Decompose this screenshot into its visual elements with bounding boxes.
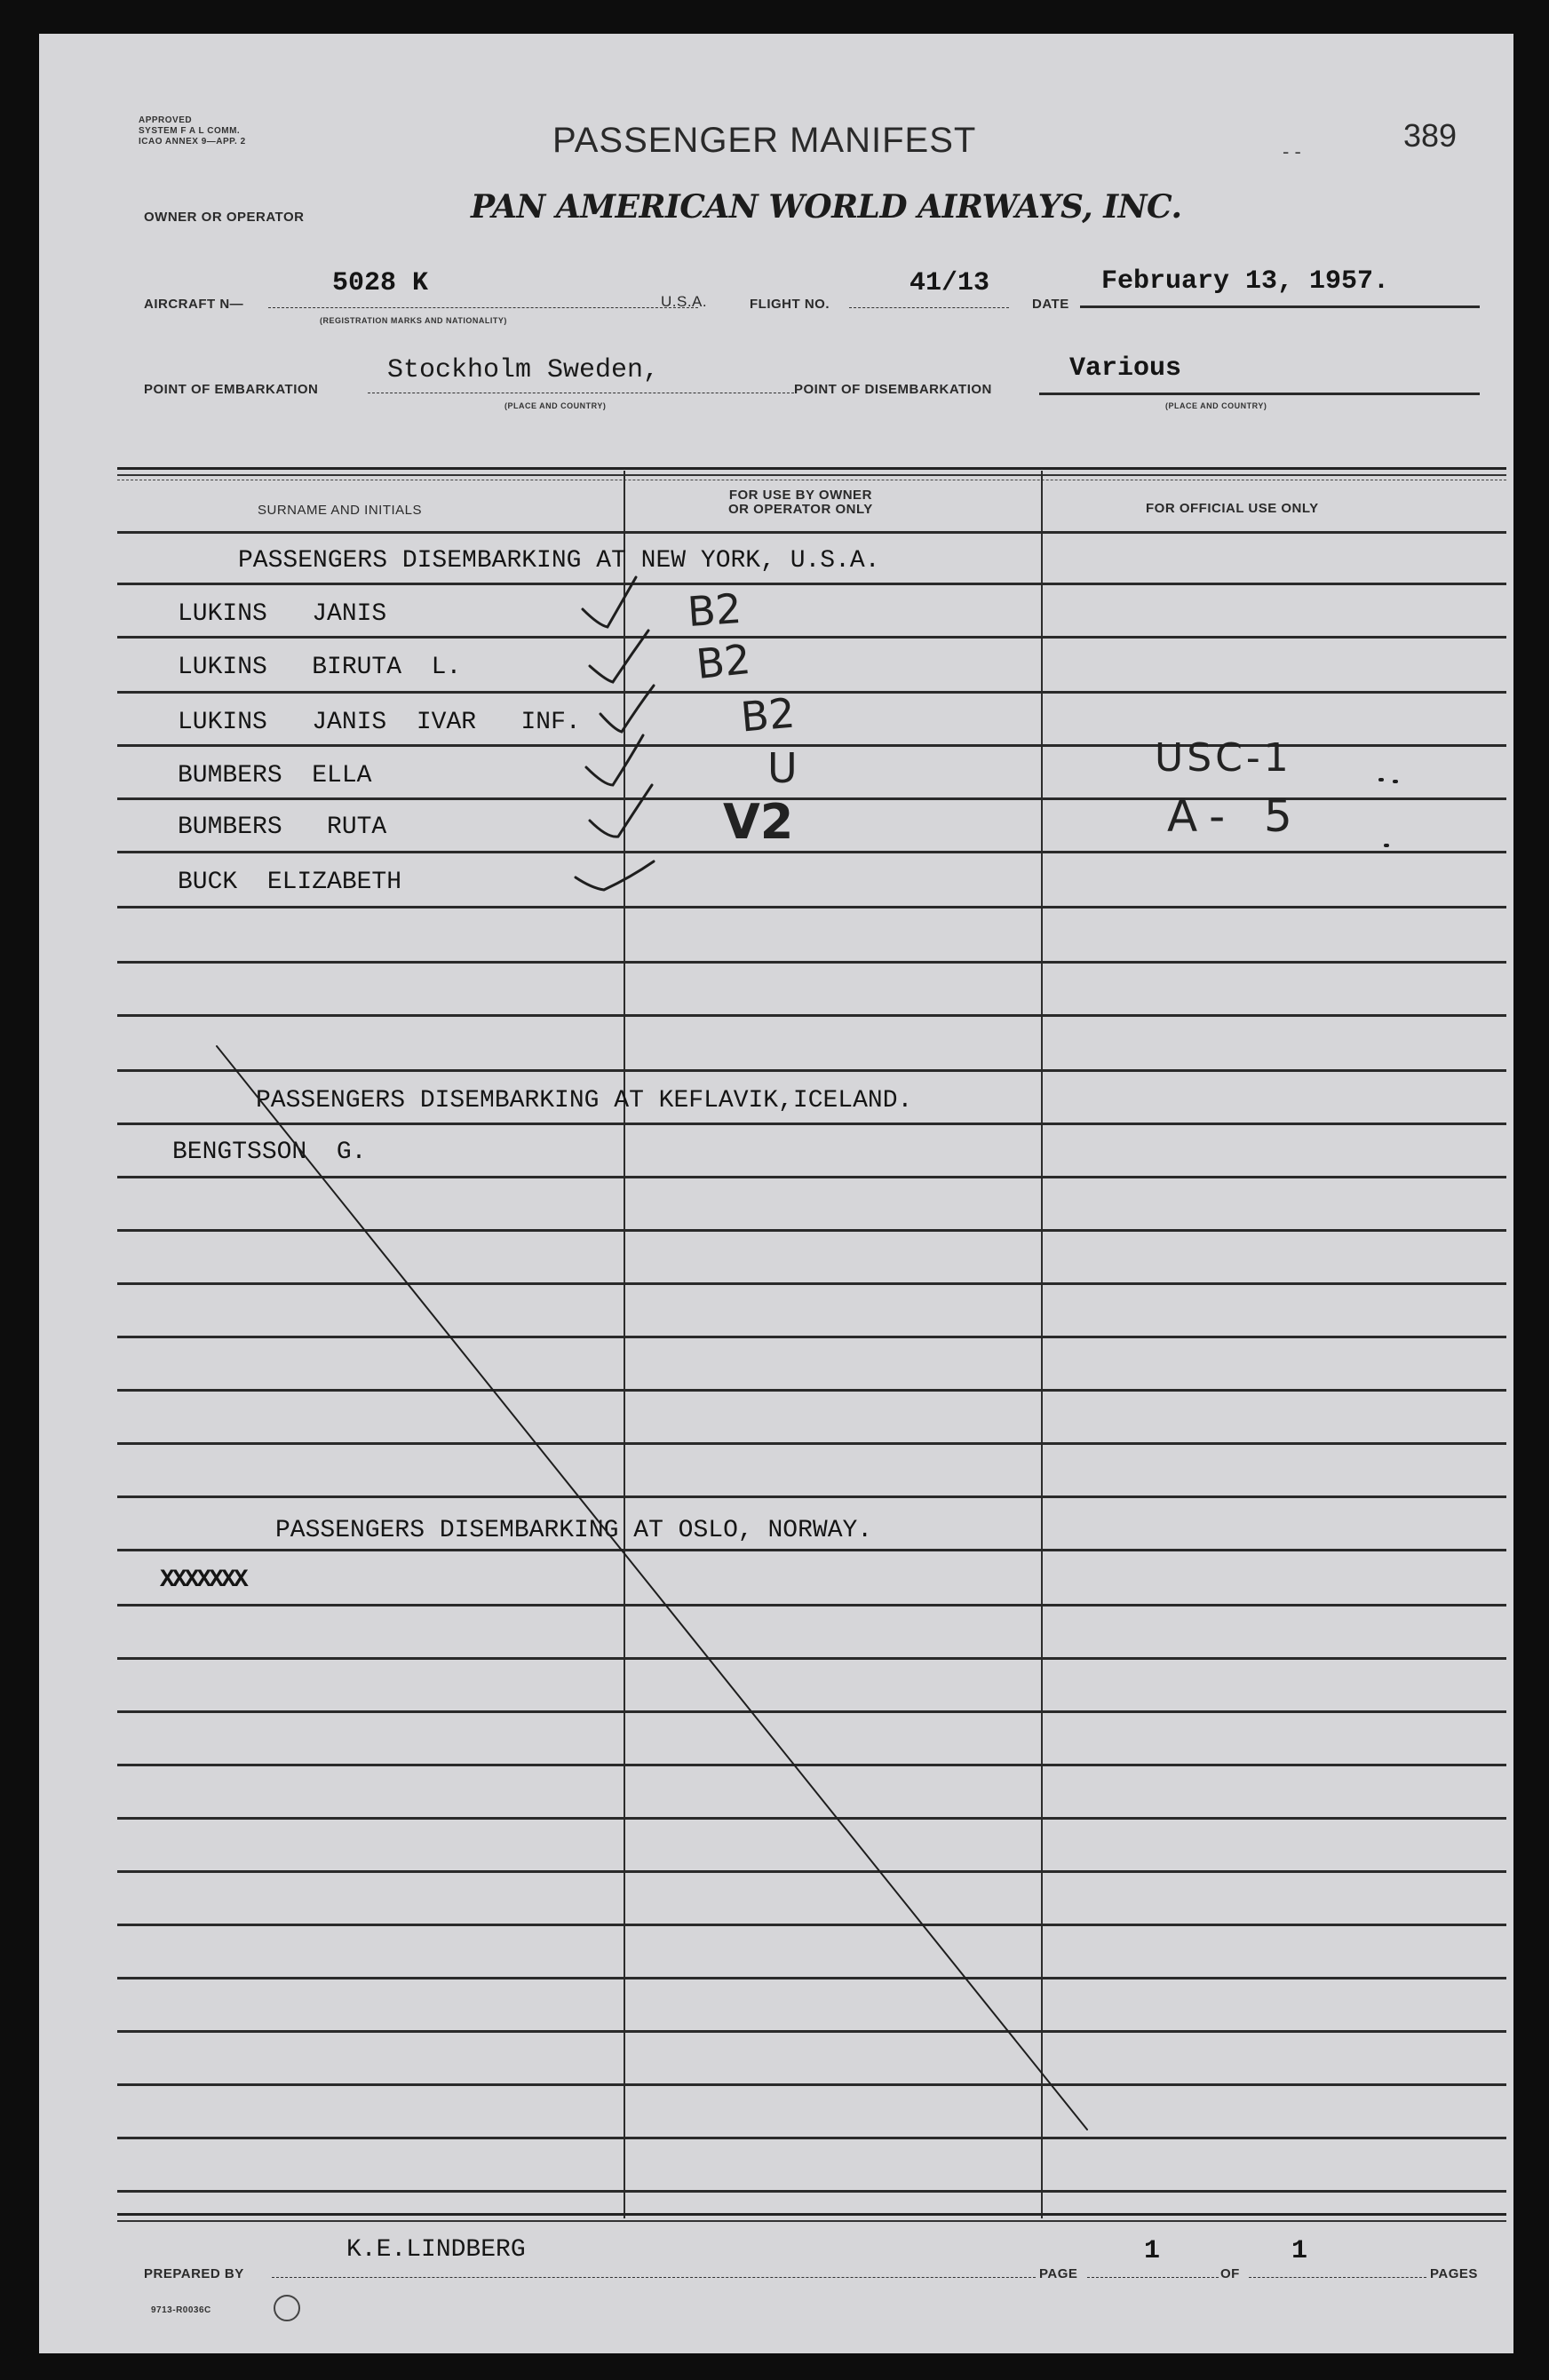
usa-label: U.S.A. <box>661 293 708 310</box>
page-label: PAGE <box>1039 2266 1078 2281</box>
prepared-by-label: PREPARED BY <box>144 2266 244 2281</box>
visa-code: U <box>767 744 798 792</box>
owner-value: PAN AMERICAN WORLD AIRWAYS, INC. <box>471 188 1182 226</box>
form-title: PASSENGER MANIFEST <box>552 121 977 160</box>
embarkation-value: Stockholm Sweden, <box>387 355 660 385</box>
check-mark <box>576 861 654 890</box>
date-value: February 13, 1957. <box>1101 266 1390 297</box>
diagonal-cancel-line <box>217 1046 1087 2130</box>
check-mark <box>586 735 643 785</box>
flight-label: FLIGHT NO. <box>750 297 830 312</box>
printer-seal-icon <box>274 2295 300 2321</box>
passenger-row: LUKINS JANIS <box>178 600 387 628</box>
manifest-sheet: APPROVED SYSTEM F A L COMM. ICAO ANNEX 9—APP. 2 PASSENGER MANIFEST - - 389 OWNER OR OPERATOR PAN AMERICAN WORLD AIRWAYS, INC. AIRCRAFT N— 5028 K (REGISTRATION MARKS AND NATIONALITY) U.S.A. FLIGHT NO. 41/13 DATE February 13, 1957. POINT OF EMBARKATION Stockholm Sweden, (PLACE AND COUNTRY) POINT OF DISEMBARKATION Various (PLACE AND COUNTRY) SURNAME AND INITIALS FOR USE BY OWNER OR OPERATOR ONLY FOR OFFICIAL USE ONLY PASSENGERS DISEMBARKING AT NEW YORK, U.S.A. PASSENGERS DISEMBARKING AT KEFLAVIK,ICELAND. PASSENGERS DISEMBARKING AT OSLO, NORWAY. LUKINS JANIS LUKINS BIRUTA L. LUKINS JANIS IVAR INF. BUMBERS ELLA BUMBERS RUTA BUCK ELIZABETH BENGTSSON G. XXXXXXX B2 B2 B2 U V2 USC-1 A- 5 PREPARED BY K.E.LINDBERG PAGE 1 OF 1 PAGES 9713-R0036C <box>39 34 1513 2353</box>
of-label: OF <box>1220 2266 1240 2281</box>
aircraft-sublabel: (REGISTRATION MARKS AND NATIONALITY) <box>320 316 507 325</box>
dot-mark <box>1380 780 1396 845</box>
embarkation-label: POINT OF EMBARKATION <box>144 382 319 397</box>
owner-label: OWNER OR OPERATOR <box>144 210 305 225</box>
disembarkation-label: POINT OF DISEMBARKATION <box>794 382 992 397</box>
passenger-row: BENGTSSON G. <box>172 1138 367 1166</box>
check-mark <box>583 577 636 627</box>
official-note: USC-1 <box>1155 735 1292 781</box>
section-keflavik: PASSENGERS DISEMBARKING AT KEFLAVIK,ICELAND. <box>256 1087 913 1115</box>
embarkation-sublabel: (PLACE AND COUNTRY) <box>504 401 607 410</box>
visa-code: B2 <box>738 688 798 742</box>
passenger-row: BUMBERS ELLA <box>178 762 372 789</box>
check-mark <box>600 686 654 732</box>
visa-code: B2 <box>694 634 753 689</box>
prepared-by-value: K.E.LINDBERG <box>346 2236 526 2264</box>
approval-line-3: ICAO ANNEX 9—APP. 2 <box>139 137 246 147</box>
col-official: FOR OFFICIAL USE ONLY <box>1146 501 1319 516</box>
check-mark <box>590 631 648 682</box>
page-value: 1 <box>1144 2236 1161 2266</box>
aircraft-value: 5028 K <box>332 268 429 298</box>
aircraft-label: AIRCRAFT N— <box>144 297 244 312</box>
flight-value: 41/13 <box>910 268 990 298</box>
section-new-york: PASSENGERS DISEMBARKING AT NEW YORK, U.S.A. <box>238 547 880 575</box>
passenger-row: BUCK ELIZABETH <box>178 869 402 896</box>
page-number: 389 <box>1403 117 1458 154</box>
pen-strokes <box>39 34 1513 2353</box>
check-mark <box>590 785 652 837</box>
passenger-row: LUKINS BIRUTA L. <box>178 654 462 681</box>
form-number: 9713-R0036C <box>151 2305 211 2315</box>
col-surname: SURNAME AND INITIALS <box>258 503 423 518</box>
approval-line-1: APPROVED <box>139 115 193 125</box>
approval-line-2: SYSTEM F A L COMM. <box>139 126 241 136</box>
date-label: DATE <box>1032 297 1069 312</box>
visa-code: B2 <box>686 583 743 637</box>
pages-label: PAGES <box>1430 2266 1478 2281</box>
disembarkation-value: Various <box>1069 353 1182 384</box>
disembarkation-sublabel: (PLACE AND COUNTRY) <box>1165 401 1267 410</box>
struck-out-entry: XXXXXXX <box>160 1567 246 1594</box>
of-value: 1 <box>1291 2236 1308 2266</box>
section-oslo: PASSENGERS DISEMBARKING AT OSLO, NORWAY. <box>275 1517 873 1544</box>
col-owner-use: FOR USE BY OWNER OR OPERATOR ONLY <box>728 488 873 517</box>
official-note: A- 5 <box>1167 790 1305 842</box>
passenger-row: BUMBERS RUTA <box>178 813 387 841</box>
passenger-row: LUKINS JANIS IVAR INF. <box>178 709 581 736</box>
visa-code: V2 <box>723 794 794 850</box>
